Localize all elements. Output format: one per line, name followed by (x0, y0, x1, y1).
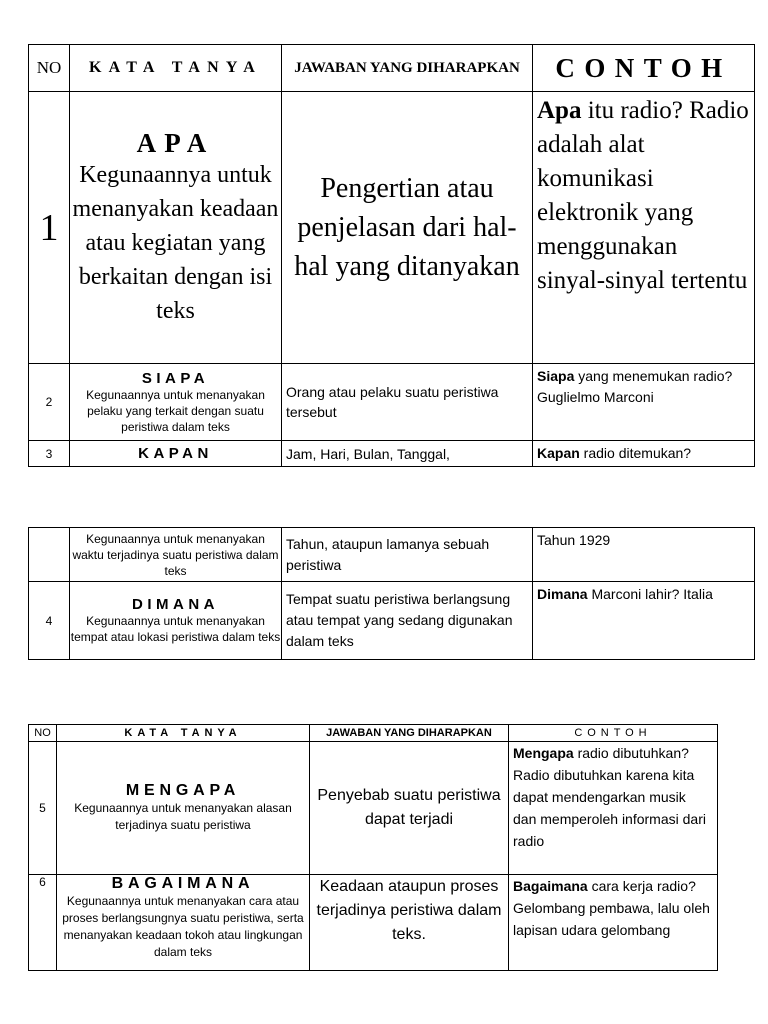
example-keyword: Apa (537, 97, 582, 124)
expected-answer: Penyebab suatu peristiwa dapat terjadi (310, 742, 509, 875)
question-words-table-2 (28, 527, 755, 660)
header-jawaban: JAWABAN YANG DIHARAPKAN (310, 725, 509, 742)
row-number: 4 (29, 582, 70, 660)
example-keyword: Kapan (537, 445, 580, 461)
question-words-table-1 (28, 44, 755, 467)
header-kata-tanya: KATA TANYA (70, 45, 282, 92)
row-number: 5 (29, 742, 57, 875)
example-text: yang menemukan radio? Guglielmo Marconi (537, 368, 733, 405)
table-header-row (29, 45, 755, 92)
expected-answer: Tahun, ataupun lamanya sebuah peristiwa (282, 528, 533, 582)
kata-tanya-cell (57, 742, 310, 875)
question-word-description: Kegunaannya untuk menanyakan alasan terjadinya suatu peristiwa (74, 801, 292, 832)
row-number: 1 (29, 92, 70, 364)
expected-answer: Tempat suatu peristiwa berlangsung atau tempat yang sedang digunakan dalam teks (282, 582, 533, 660)
example-text: radio ditemukan? (579, 445, 692, 461)
example-cell (533, 441, 755, 467)
example-cell (509, 875, 718, 971)
header-no: NO (29, 725, 57, 742)
example-cell (533, 364, 755, 441)
header-jawaban: JAWABAN YANG DIHARAPKAN (282, 45, 533, 92)
question-word: MENGAPA (125, 782, 241, 799)
table-row (29, 528, 755, 582)
header-kata-tanya: KATA TANYA (57, 725, 310, 742)
example-keyword: Siapa (537, 368, 575, 384)
example-cell: Tahun 1929 (533, 528, 755, 582)
example-keyword: Mengapa (513, 745, 574, 761)
question-word: BAGAIMANA (111, 875, 255, 892)
example-text: radio dibutuhkan? Radio dibutuhkan karena kita dapat mendengarkan musik dan memperoleh informasi dari radio (513, 745, 706, 849)
question-word-description: Kegunaannya untuk menanyakan tempat atau lokasi peristiwa dalam teks (70, 614, 281, 644)
question-word: SIAPA (141, 369, 210, 387)
question-word-description: Kegunaannya untuk menanyakan cara atau proses berlangsungnya suatu peristiwa, serta menanyakan keadaan tokoh atau lingkungan dalam teks (62, 894, 304, 959)
question-word-description: Kegunaannya untuk menanyakan keadaan atau kegiatan yang berkaitan dengan isi teks (72, 161, 279, 324)
header-contoh: CONTOH (533, 45, 755, 92)
question-word-description: Kegunaannya untuk menanyakan waktu terjadinya suatu peristiwa dalam teks (72, 531, 279, 578)
example-text: cara kerja radio? Gelombang pembawa, lalu oleh lapisan udara gelombang (513, 878, 710, 938)
header-no: NO (29, 45, 70, 92)
example-cell (533, 582, 755, 660)
example-keyword: Dimana (537, 586, 588, 602)
example-text: itu radio? Radio adalah alat komunikasi elektronik yang menggunakan sinyal-sinyal tertentu (537, 97, 749, 294)
question-word-description: Kegunaannya untuk menanyakan pelaku yang terkait dengan suatu peristiwa dalam teks (86, 387, 265, 434)
question-word: APA (136, 127, 215, 158)
row-number: 3 (29, 441, 70, 467)
question-words-table-3 (28, 724, 718, 971)
expected-answer: Orang atau pelaku suatu peristiwa tersebut (282, 364, 533, 441)
table-row (29, 742, 718, 875)
row-number: 2 (29, 364, 70, 441)
kata-tanya-cell (70, 364, 282, 441)
example-text: Marconi lahir? Italia (587, 586, 713, 602)
table-row (29, 582, 755, 660)
kata-tanya-cell (70, 528, 282, 582)
kata-tanya-cell (70, 582, 282, 660)
row-number: 6 (29, 875, 57, 971)
example-keyword: Bagaimana (513, 878, 588, 894)
table-header-row (29, 725, 718, 742)
kata-tanya-cell (70, 441, 282, 467)
question-word: KAPAN (138, 445, 213, 462)
table-row (29, 441, 755, 467)
example-cell (533, 92, 755, 364)
row-number (29, 528, 70, 582)
example-cell (509, 742, 718, 875)
kata-tanya-cell (57, 875, 310, 971)
question-word: DIMANA (132, 596, 219, 613)
table-row (29, 364, 755, 441)
table-row (29, 875, 718, 971)
table-row (29, 92, 755, 364)
kata-tanya-cell (70, 92, 282, 364)
expected-answer: Keadaan ataupun proses terjadinya peristiwa dalam teks. (310, 875, 509, 971)
header-contoh: CONTOH (509, 725, 718, 742)
expected-answer: Pengertian atau penjelasan dari hal-hal yang ditanyakan (282, 92, 533, 364)
expected-answer: Jam, Hari, Bulan, Tanggal, (282, 441, 533, 467)
